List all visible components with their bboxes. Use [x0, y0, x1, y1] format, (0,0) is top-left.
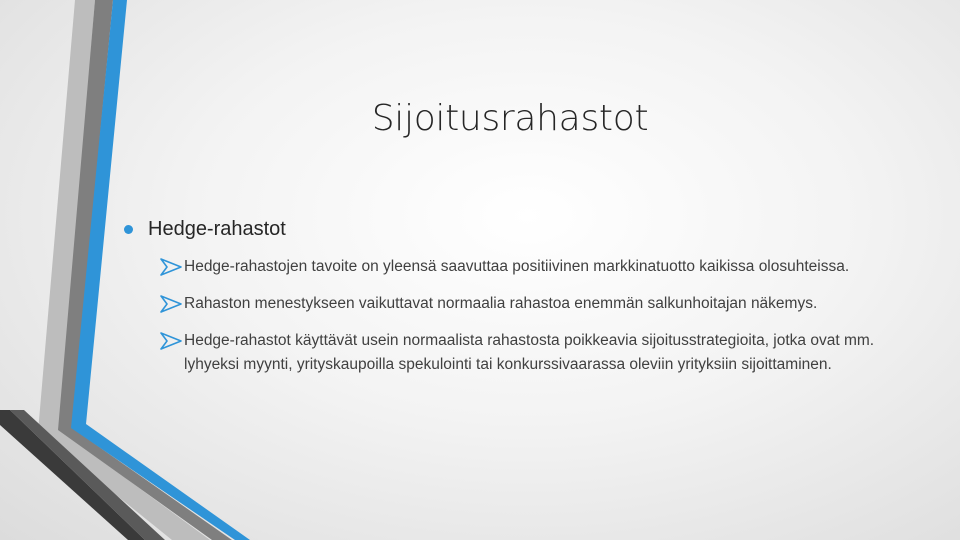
arrow-bullet-icon [160, 258, 182, 276]
subpoint-text: Hedge-rahastojen tavoite on yleensä saavuttaa positiivinen markkinatuotto kaikissa olosuhteissa. [184, 258, 850, 275]
bullet-dot-icon [124, 225, 133, 234]
slide-content [122, 218, 912, 390]
bullet-item [122, 218, 912, 241]
arrow-bullet-icon [160, 295, 182, 313]
subpoint-item [122, 329, 912, 377]
subpoint-text: Hedge-rahastot käyttävät usein normaalista rahastosta poikkeavia sijoitusstrategioita, jotka ovat mm. lyhyeksi myynti, yrityskaupoilla spekulointi tai konkurssivaarassa oleviin yrityksiin sijoittaminen. [184, 332, 875, 373]
slide-title: Sijoitusrahastot [371, 98, 649, 139]
subpoint-item [122, 292, 912, 316]
arrow-bullet-icon [160, 332, 182, 350]
subpoint-item [122, 255, 912, 279]
subpoint-text: Rahaston menestykseen vaikuttavat normaalia rahastoa enemmän salkunhoitajan näkemys. [184, 295, 818, 312]
bullet-text: Hedge-rahastot [148, 218, 286, 240]
